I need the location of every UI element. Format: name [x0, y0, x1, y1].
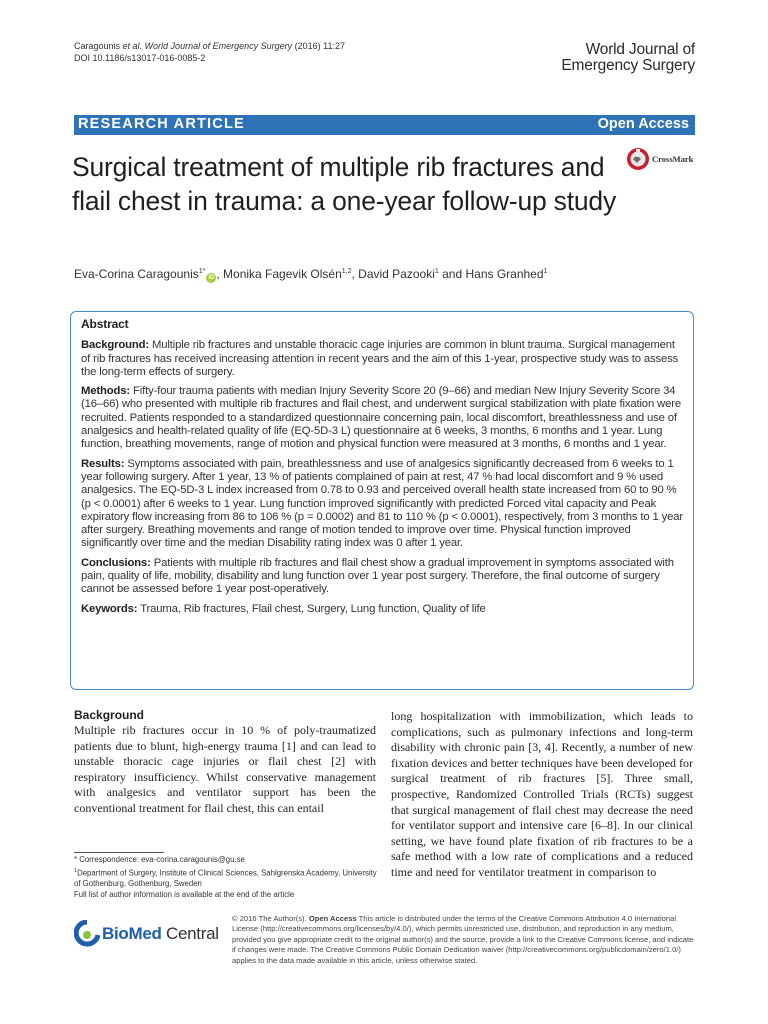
abstract-heading: Abstract	[81, 317, 129, 331]
body-column-right	[391, 709, 693, 881]
license-text: This article is distributed under the terms of the Creative Commons Attribution 4.0 International License (http://creativecommons.org/licenses/by/4.0/), which permits unrestricted use, distribution, and reproduction in any medium, provided you give appropriate credit to the original author(s) and the source, provide a link to the Creative Commons license, and indicate if changes were made. The Creative Commons Public Domain Dedication waiver (http://creativecommons.org/publicdomain/zero/1.0/) applies to the data made available in this article, unless otherwise stated.	[232, 914, 694, 965]
abstract-box	[70, 311, 694, 690]
author-separator: ,	[351, 267, 359, 281]
affiliation-sup: 1	[74, 868, 78, 875]
journal-logo	[561, 42, 695, 74]
author-separator: and	[438, 267, 466, 281]
abstract-methods-text: Fifty-four trauma patients with median Injury Severity Score 20 (9–66) and median New Injury Severity Score 34 (16–66) who presented with multiple rib fractures and flail chest, and underwent surgical stabilization with plate fixation were recruited. Patients responded to a standardized questionnaire concerning pain, local discomfort, breathlessness and use of analgesics and health-related quality of life (EQ-5D-3 L) questionnaire at 6 weeks, 3 months, 6 months and 1 year. Lung function, breathing movements, range of motion and physical function were measured at 3 months, 6 months and 1 year.	[81, 385, 681, 451]
footnotes	[74, 855, 379, 902]
footnote-divider	[74, 852, 164, 853]
abstract-conclusions-text: Patients with multiple rib fractures and flail chest show a gradual improvement in symptoms associated with pain, quality of life, mobility, disability and lung function over 1 year post surgery. Therefore, the final outcome of surgery cannot be assessed before 1 year post-operatively.	[81, 556, 674, 596]
abstract-results-text: Symptoms associated with pain, breathlessness and use of analgesics significantly decreased from 6 weeks to 1 year following surgery. After 1 year, 13 % of patients complained of pain at rest, 47 % had local discomfort and 9 % used analgesics. The EQ-5D-3 L index increased from 0.78 to 0.93 and perceived overall health state increased from 60 to 90 % (p < 0.0001) after 6 weeks to 1 year. Lung function improved significantly with predicted Forced vital capacity and Peak expiratory flow increasing from 86 to 106 % (p = 0.0002) and 81 to 110 % (p < 0.0001), respectively, from 3 months to 1 year after surgery. Breathing movements and range of motion tended to improve over time. Physical function improved significantly over time and the median Disability rating index was 0 after 1 year.	[81, 457, 684, 550]
author-name[interactable]: Monika Fagevik Olsén	[223, 267, 342, 281]
abstract-methods-label: Methods:	[81, 385, 131, 398]
body-column-left	[74, 707, 376, 817]
orcid-icon[interactable]: iD	[208, 275, 215, 281]
biomed-central-logo	[74, 918, 224, 952]
crossmark-icon	[626, 147, 650, 171]
background-text-right: long hospitalization with immobilization, which leads to complications, such as pulmonary infections and long-term disability with chronic pain [3, 4]. Recently, a number of new fixation devices and better techniques have been developed for surgical treatment of rib fractures [5]. Three small, prospective, Randomized Controlled Trials (RCTs) suggest that surgical management of flail chest may decrease the need for ventilator support and intensive care [6–8]. In our clinical setting, we have found plate fixation of rib fractures to be a safe method with a low rate of complications and a reduced time and need for ventilator treatment in comparison to	[391, 709, 693, 879]
abstract-conclusions-label: Conclusions:	[81, 556, 151, 569]
author-name[interactable]: Hans Granhed	[465, 267, 544, 281]
author-separator: ,	[216, 267, 224, 281]
open-access-label: Open Access	[597, 116, 689, 132]
correspondence-note[interactable]: * Correspondence: eva-corina.caragounis@gu.se	[74, 855, 245, 864]
background-heading: Background	[74, 708, 145, 722]
abstract-keywords-label: Keywords:	[81, 602, 138, 615]
abstract-background	[81, 339, 684, 379]
citation-line	[74, 40, 345, 52]
abstract-background-label: Background:	[81, 339, 150, 352]
author-info-note: Full list of author information is available at the end of the article	[74, 890, 295, 900]
abstract-results-label: Results:	[81, 457, 125, 470]
central-wordmark: Central	[161, 924, 219, 943]
doi-link[interactable]: DOI 10.1186/s13017-016-0085-2	[74, 53, 206, 63]
biomed-central-wordmark	[102, 924, 219, 944]
copyright-text: © 2016 The Author(s).	[232, 914, 307, 923]
article-title: Surgical treatment of multiple rib fractures and flail chest in trauma: a one-year follow-up study	[72, 152, 617, 216]
citation-journal: et al. World Journal of Emergency Surgery	[122, 41, 293, 51]
author-name[interactable]: Eva-Corina Caragounis	[74, 267, 199, 281]
abstract-background-text: Multiple rib fractures and unstable thoracic cage injuries are common in blunt trauma. Surgical management of rib fractures has received increasing attention in recent years and the aim of this 1-year, prospective study was to assess the long-term effects of surgery.	[81, 339, 679, 378]
citation-authors: Caragounis	[74, 41, 121, 51]
abstract-keywords	[81, 603, 684, 616]
crossmark-badge[interactable]	[626, 147, 696, 171]
abstract-conclusions	[81, 557, 684, 597]
author-affiliation-sup: 1,2	[341, 268, 352, 275]
article-type-label: RESEARCH ARTICLE	[78, 116, 245, 132]
license-open-access: Open Access	[308, 914, 357, 923]
author-name[interactable]: David Pazooki	[358, 267, 435, 281]
affiliation-note	[74, 866, 379, 889]
author-list	[74, 264, 547, 283]
background-text-left: Multiple rib fractures occur in 10 % of poly-traumatized patients due to blunt, high-energy trauma [1] and can lead to unstable thoracic cage injuries or flail chest [2] with respiratory insufficiency. Whilst conservative management with analgesics and ventilator support has been the conventional treatment for flail chest, this can entail	[74, 723, 376, 815]
abstract-methods	[81, 385, 684, 451]
license-statement	[232, 914, 697, 966]
author-affiliation-sup: 1*	[198, 268, 206, 275]
abstract-results	[81, 458, 684, 551]
biomed-wordmark-bold: BioMed	[102, 924, 162, 943]
journal-logo-line1: World Journal of	[585, 41, 695, 58]
abstract-keywords-text: Trauma, Rib fractures, Flail chest, Surgery, Lung function, Quality of life	[140, 602, 486, 615]
affiliation-text: Department of Surgery, Institute of Clinical Sciences, Sahlgrenska Academy, University of Gothenburg, Gothenburg, Sweden	[74, 868, 377, 889]
article-type-banner	[74, 115, 695, 135]
author-affiliation-sup: 1	[543, 268, 548, 275]
crossmark-label: CrossMark	[652, 154, 694, 164]
citation-header	[74, 40, 345, 64]
journal-logo-line2: Emergency Surgery	[561, 57, 695, 74]
biomed-central-logo-icon	[74, 920, 100, 950]
author-affiliation-sup: 1	[434, 268, 439, 275]
citation-volume: (2016) 11:27	[294, 41, 346, 51]
